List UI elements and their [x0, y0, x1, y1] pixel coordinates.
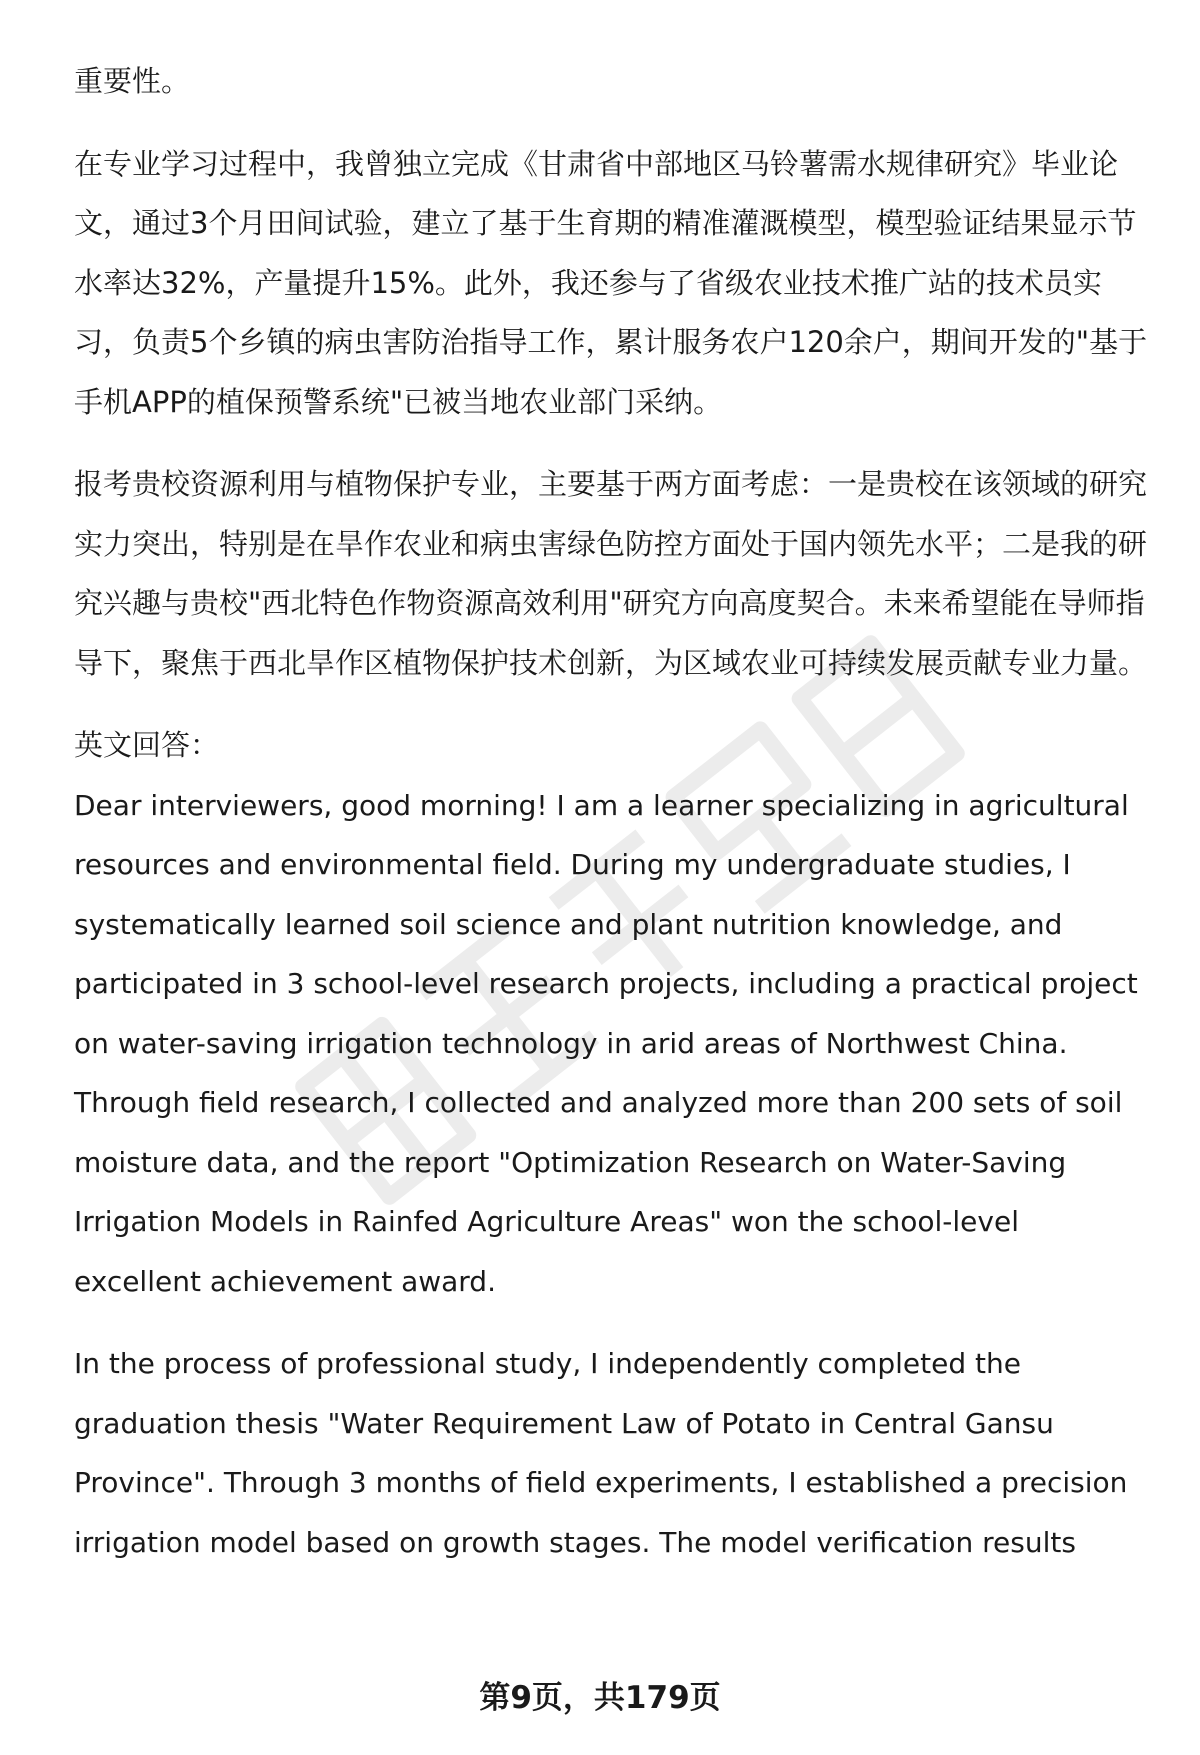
- paragraph-en-1: In the process of professional study, I independently completed the graduation thesis "Water Requirement Law of Potato in Central Gansu Province". Through 3 months of field experiments, I established a precision irrigation model based on growth stages. The model verification results: [74, 1347, 1128, 1559]
- paragraph-en-0: Dear interviewers, good morning! I am a learner specializing in agricultural resources and environmental field. During my undergraduate studies, I systematically learned soil science and plant nutrition knowledge, and participated in 3 school-level research projects, including a practical project on water-saving irrigation technology in arid areas of Northwest China. Through field research, I collected and analyzed more than 200 sets of soil moisture data, and the report "Optimization Research on Water-Saving Irrigation Models in Rainfed Agriculture Areas" won the school-level excellent achievement award.: [74, 788, 1138, 1298]
- document-body: [74, 52, 1154, 1572]
- page-number: 第9页，共179页: [479, 1680, 721, 1716]
- paragraph-cn-1: 在专业学习过程中，我曾独立完成《甘肃省中部地区马铃薯需水规律研究》毕业论文，通过3个月田间试验，建立了基于生育期的精准灌溉模型，模型验证结果显示节水率达32%，产量提升15%。此外，我还参与了省级农业技术推广站的技术员实习，负责5个乡镇的病虫害防治指导工作，累计服务农户120余户，期间开发的"基于手机APP的植保预警系统"已被当地农业部门采纳。: [74, 146, 1148, 419]
- paragraph-cn-2: 报考贵校资源利用与植物保护专业，主要基于两方面考虑：一是贵校在该领域的研究实力突出，特别是在旱作农业和病虫害绿色防控方面处于国内领先水平；二是我的研究兴趣与贵校"西北特色作物资源高效利用"研究方向高度契合。未来希望能在导师指导下，聚焦于西北旱作区植物保护技术创新，为区域农业可持续发展贡献专业力量。: [74, 467, 1148, 680]
- english-heading: 英文回答：: [74, 728, 220, 762]
- paragraph-cn-0: 重要性。: [74, 64, 191, 98]
